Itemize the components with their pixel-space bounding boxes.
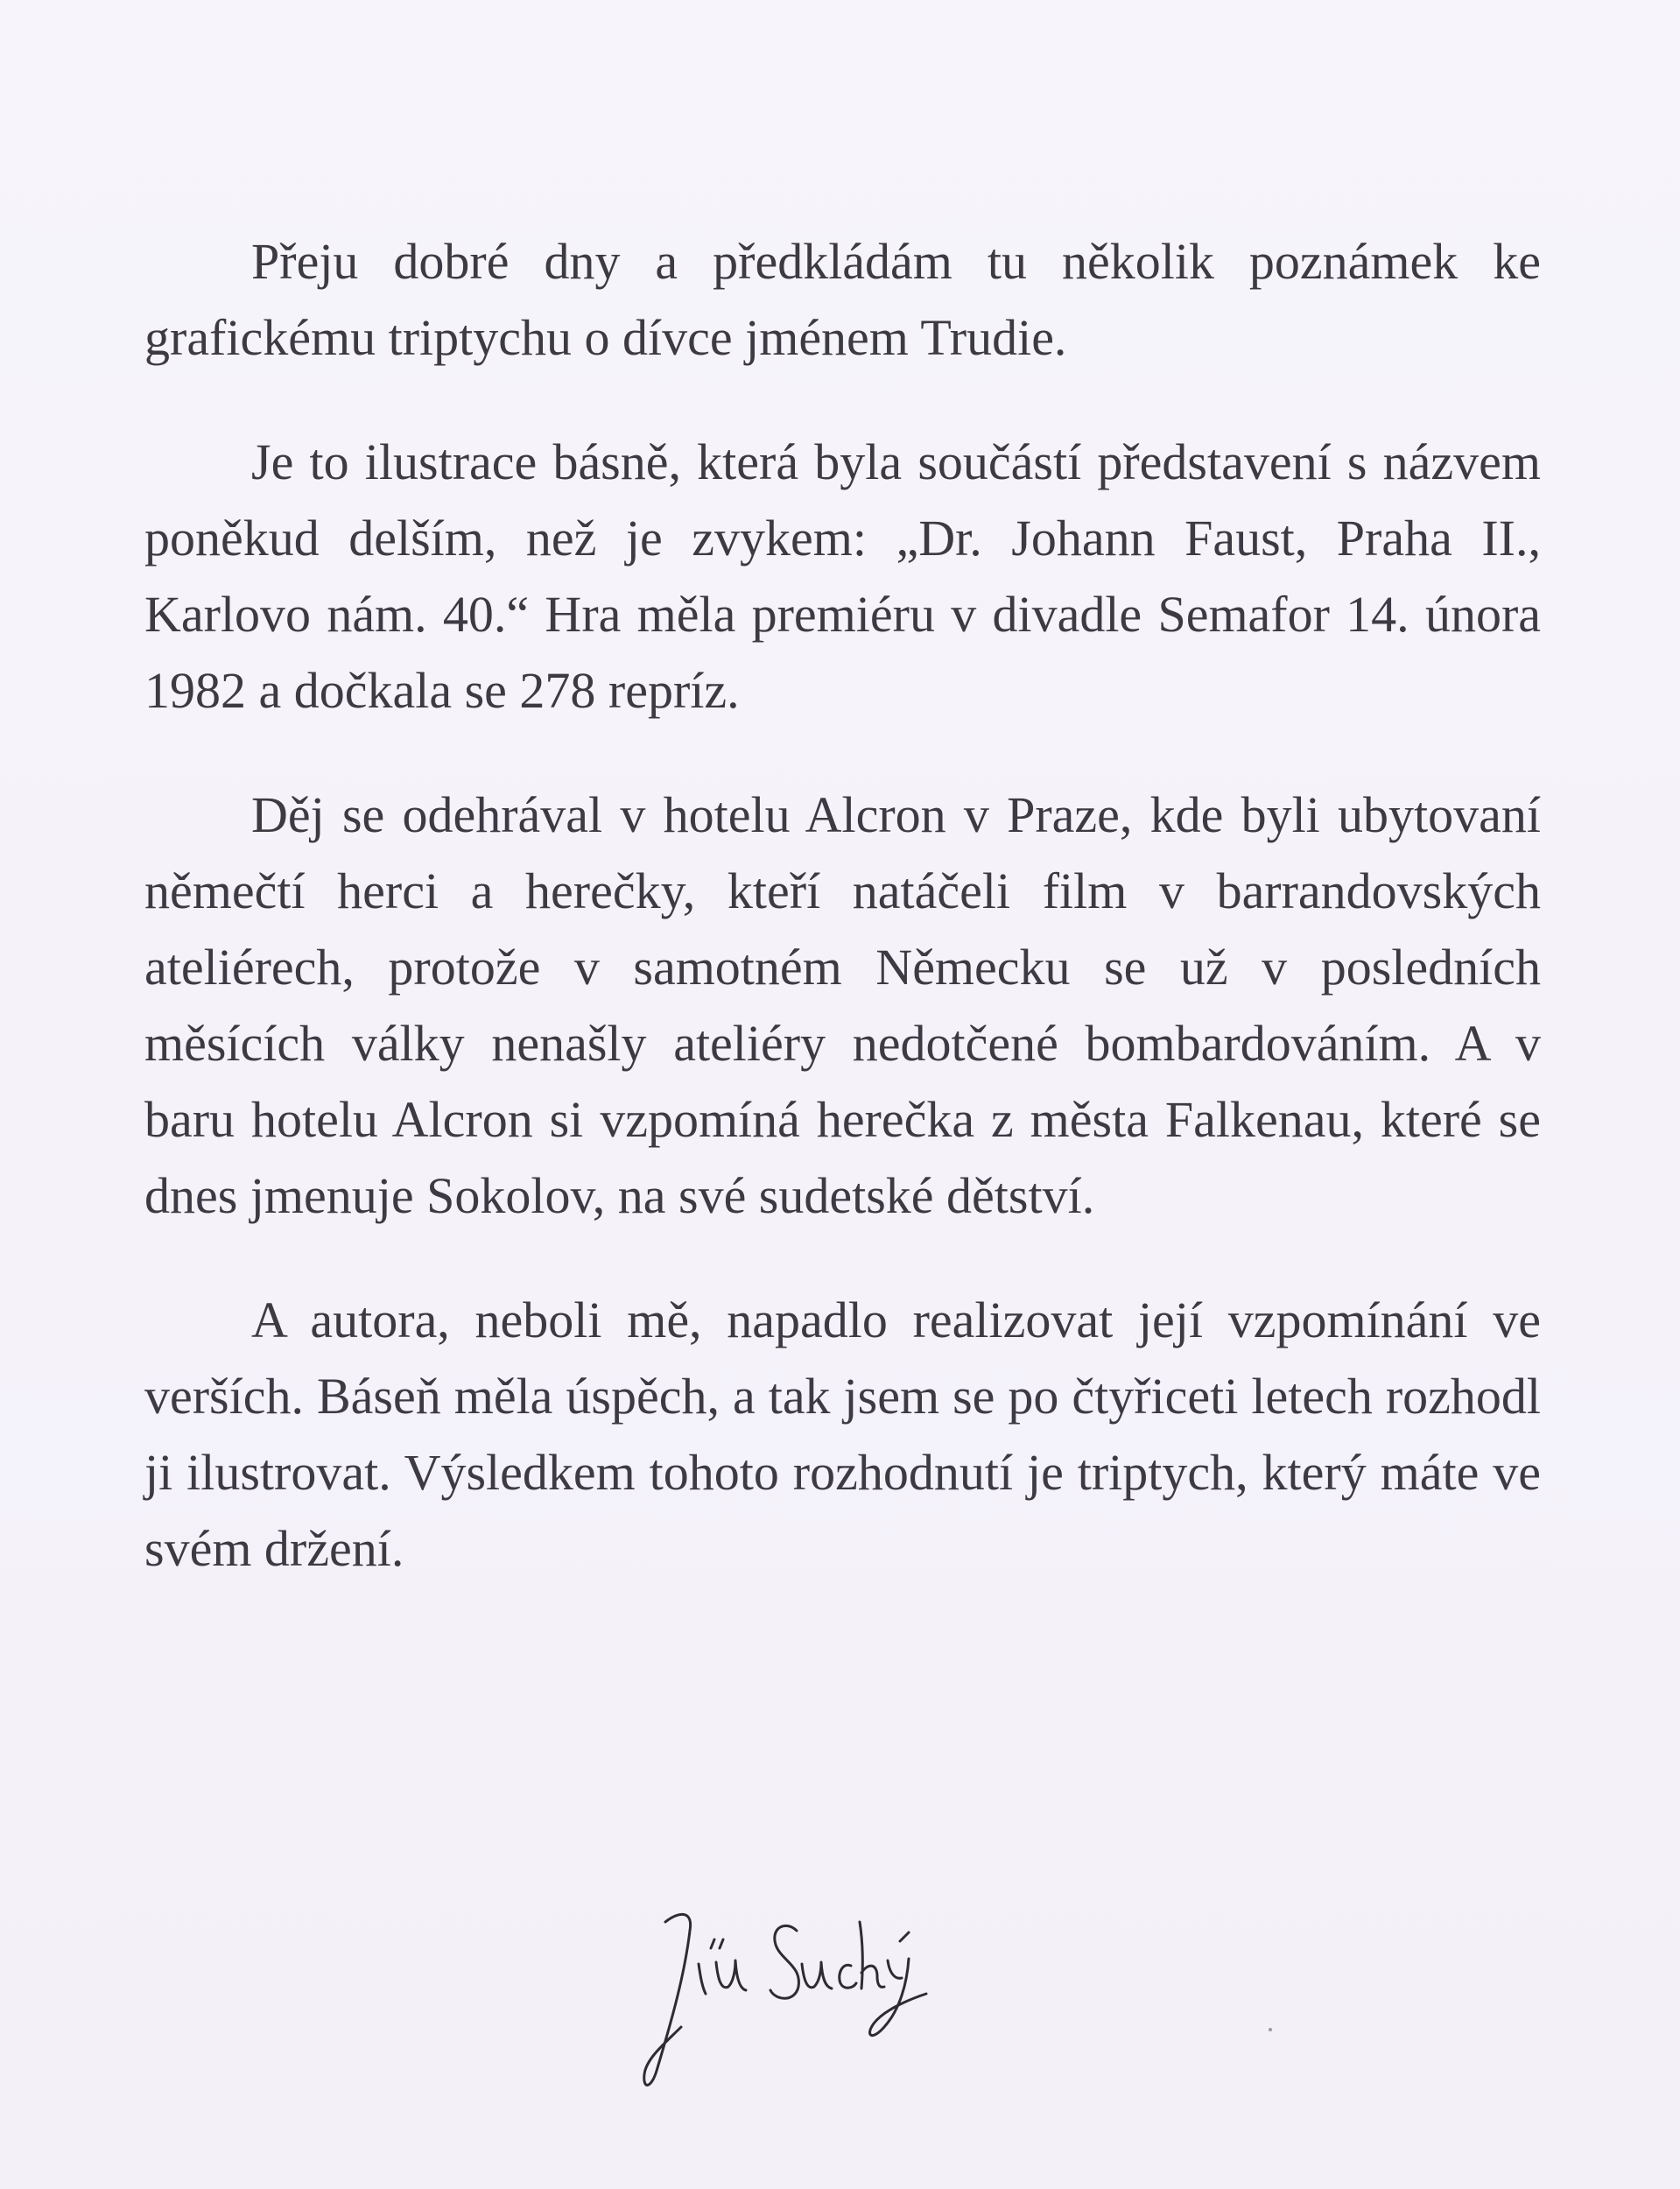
paragraph-greeting: Přeju dobré dny a předkládám tu několik poznámek ke grafickému triptychu o dívce jménem Trudie. bbox=[144, 233, 1541, 366]
letter-body bbox=[144, 223, 1541, 1635]
paragraph-author: A autora, neboli mě, napadlo realizovat její vzpomínání ve verších. Báseň měla úspěch, a tak jsem se po čtyřiceti letech rozhodl ji ilustrovat. Výsledkem tohoto rozhodnutí je triptych, který máte ve svém držení. bbox=[144, 1292, 1541, 1577]
paper-speck bbox=[1269, 2028, 1272, 2031]
paragraph-illustration: Je to ilustrace básně, která byla součástí představení s názvem poněkud delším, než je zvykem: „Dr. Johann Faust, Praha II., Karlovo nám. 40.“ Hra měla premiéru v divadle Semafor 14. února 1982 a dočkala se 278 repríz. bbox=[144, 433, 1541, 719]
paragraph-plot: Děj se odehrával v hotelu Alcron v Praze, kde byli ubytovaní němečtí herci a herečky, kteří natáčeli film v barrandovských ateliérech, protože v samotném Německu se už v posledních měsících války nenašly ateliéry nedotčené bombardováním. A v baru hotelu Alcron si vzpomíná herečka z města Falkenau, které se dnes jmenuje Sokolov, na své sudetské dětství. bbox=[144, 786, 1541, 1224]
signature-drawing bbox=[630, 1896, 945, 2097]
signature bbox=[630, 1896, 945, 2097]
